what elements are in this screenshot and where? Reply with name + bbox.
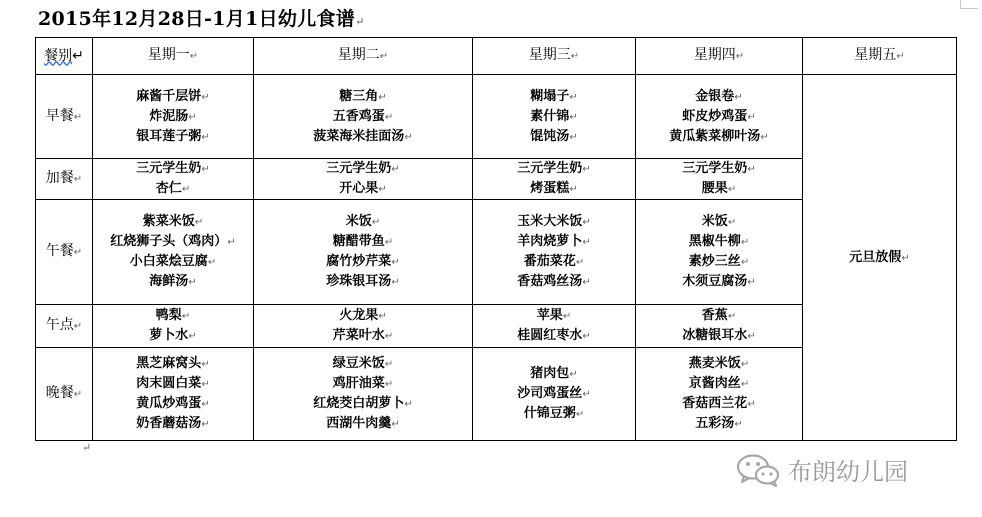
- dish-name: 西湖牛肉羹: [326, 416, 392, 431]
- paragraph-mark-icon: ↵: [747, 399, 756, 410]
- page-title: [38, 4, 365, 31]
- dish-item: [473, 87, 635, 107]
- paragraph-mark-icon: ↵: [896, 51, 905, 62]
- dish-name: 红烧狮子头（鸡肉）: [110, 234, 228, 249]
- dish-name: 萝卜水: [149, 328, 189, 343]
- dish-name: 素炒三丝: [688, 254, 741, 269]
- paragraph-mark-icon: ↵: [569, 184, 578, 195]
- friday-holiday-cell: [803, 75, 957, 441]
- dish-item: [254, 107, 472, 127]
- dish-item: [93, 394, 253, 414]
- dish-item: [473, 107, 635, 127]
- dish-name: 羊肉烧萝卜: [517, 234, 583, 249]
- dish-item: [254, 252, 472, 272]
- dish-name: 香蕉: [701, 308, 728, 323]
- dish-name: 鸭梨: [155, 308, 182, 323]
- dish-item: [473, 384, 635, 404]
- menu-cell: [254, 348, 473, 441]
- dish-name: 虾皮炒鸡蛋: [682, 108, 748, 124]
- paragraph-mark-icon: ↵: [384, 379, 394, 390]
- dish-name: 木须豆腐汤: [682, 274, 748, 289]
- paragraph-mark-icon: ↵: [188, 277, 197, 288]
- dish-item: [473, 404, 635, 424]
- menu-cell: [254, 200, 473, 305]
- dish-name: 米饭: [701, 214, 728, 229]
- menu-cell: [636, 159, 803, 200]
- dish-name: 三元学生奶: [326, 161, 392, 176]
- dish-name: 香菇鸡丝汤: [517, 274, 583, 289]
- paragraph-mark-icon: ↵: [740, 359, 750, 370]
- day-header-cell: [473, 38, 636, 75]
- dish-name: 腰果: [701, 181, 728, 196]
- menu-cell: [93, 159, 254, 200]
- dish-item: [473, 252, 635, 272]
- paragraph-mark-icon: ↵: [727, 184, 737, 195]
- meal-label-text: 午餐: [45, 243, 74, 259]
- dish-item: [93, 326, 253, 346]
- paragraph-mark-icon: ↵: [391, 419, 400, 430]
- dish-item: [636, 212, 802, 232]
- dish-item: [93, 354, 253, 374]
- paragraph-mark-icon: ↵: [735, 51, 745, 62]
- paragraph-mark-icon: ↵: [355, 15, 365, 28]
- paragraph-mark-icon: ↵: [181, 311, 191, 322]
- paragraph-mark-icon: ↵: [73, 174, 83, 185]
- dish-item: [636, 394, 802, 414]
- watermark-text: 布朗幼儿园: [788, 458, 908, 486]
- paragraph-mark-icon: ↵: [747, 164, 756, 175]
- paragraph-mark-icon: ↵: [201, 131, 210, 143]
- meal-row: [36, 75, 957, 159]
- dish-item: [254, 354, 472, 374]
- dish-name: 糊塌子: [530, 88, 570, 104]
- menu-cell: [93, 305, 254, 348]
- meal-label-text: 晚餐: [45, 385, 74, 401]
- menu-cell: [254, 159, 473, 200]
- paragraph-mark-icon: ↵: [569, 131, 578, 143]
- paragraph-mark-icon: ↵: [73, 247, 83, 258]
- paragraph-mark-icon: ↵: [582, 277, 591, 288]
- paragraph-mark-icon: ↵: [740, 257, 750, 268]
- paragraph-mark-icon: ↵: [582, 164, 591, 175]
- dish-item: [473, 179, 635, 199]
- dish-name: 黑椒牛柳: [688, 234, 741, 249]
- day-header-label: 星期一: [147, 47, 190, 63]
- dish-name: 糖三角: [339, 88, 379, 104]
- dish-item: [254, 179, 472, 199]
- menu-table: [35, 37, 957, 441]
- day-header-cell: [803, 38, 957, 75]
- paragraph-mark-icon: ↵: [404, 399, 413, 410]
- paragraph-mark-icon: ↵: [378, 184, 387, 195]
- dish-item: [93, 272, 253, 292]
- paragraph-mark-icon: ↵: [569, 369, 578, 380]
- dish-item: [254, 394, 472, 414]
- dish-name: 三元学生奶: [517, 161, 583, 176]
- paragraph-mark-icon: ↵: [384, 237, 394, 248]
- margin-guide-top: [960, 8, 978, 9]
- day-header-cell: [254, 38, 473, 75]
- dish-item: [636, 306, 802, 326]
- menu-cell: [473, 348, 636, 441]
- dish-item: [473, 326, 635, 346]
- dish-item: [254, 306, 472, 326]
- paragraph-mark-icon: ↵: [562, 311, 572, 322]
- dish-name: 桂圆红枣水: [517, 328, 583, 343]
- dish-name: 五彩汤: [695, 416, 735, 431]
- paragraph-mark-icon: ↵: [201, 164, 210, 175]
- paragraph-mark-icon: ↵: [740, 379, 750, 390]
- dish-name: 海鲜汤: [149, 274, 189, 289]
- menu-cell: [473, 305, 636, 348]
- dish-name: 米饭: [345, 214, 372, 229]
- dish-item: [254, 87, 472, 107]
- dish-item: [636, 127, 802, 147]
- dish-item: [473, 272, 635, 292]
- dish-item: [93, 306, 253, 326]
- dish-name: 炸泥肠: [149, 108, 189, 124]
- day-header-label: 星期四: [693, 47, 736, 63]
- paragraph-mark-icon: ↵: [371, 217, 381, 228]
- menu-cell: [473, 75, 636, 159]
- dish-item: [254, 414, 472, 434]
- dish-name: 猪肉包: [530, 366, 570, 381]
- paragraph-mark-icon: ↵: [73, 321, 83, 332]
- dish-name: 糖醋带鱼: [332, 234, 385, 249]
- dish-name: 红烧茭白胡萝卜: [313, 396, 405, 411]
- menu-cell: [254, 75, 473, 159]
- menu-table-body: [36, 38, 957, 441]
- dish-name: 燕麦米饭: [688, 356, 741, 371]
- menu-cell: [636, 348, 803, 441]
- paragraph-mark-icon: ↵: [569, 111, 578, 123]
- dish-item: [636, 107, 802, 127]
- paragraph-mark-icon: ↵: [378, 91, 387, 103]
- dish-name: 京酱肉丝: [688, 376, 741, 391]
- paragraph-mark-icon: ↵: [727, 311, 737, 322]
- paragraph-mark-icon: ↵: [378, 311, 387, 322]
- paragraph-mark-icon: ↵: [227, 237, 236, 248]
- paragraph-mark-icon: ↵: [189, 51, 199, 62]
- paragraph-mark-icon: ↵: [201, 399, 210, 410]
- dish-name: 小白菜烩豆腐: [129, 254, 208, 269]
- dish-item: [93, 107, 253, 127]
- dish-item: [636, 179, 802, 199]
- dish-item: [636, 252, 802, 272]
- dish-name: 珍珠银耳汤: [326, 274, 392, 289]
- dish-item: [636, 414, 802, 434]
- dish-name: 火龙果: [339, 308, 379, 323]
- paragraph-mark-icon: ↵: [391, 164, 400, 175]
- dish-name: 开心果: [339, 181, 379, 196]
- day-header-label: 星期三: [528, 47, 571, 63]
- dish-item: [473, 306, 635, 326]
- meal-label-text: 早餐: [45, 107, 74, 124]
- paragraph-mark-icon: ↵: [201, 359, 210, 370]
- dish-item: [93, 87, 253, 107]
- meal-label-cell: [36, 305, 93, 348]
- paragraph-mark-icon: ↵: [760, 131, 769, 143]
- paragraph-mark-icon: ↵: [188, 331, 197, 342]
- dish-item: [93, 179, 253, 199]
- paragraph-mark-icon: ↵: [379, 51, 389, 62]
- dish-item: [93, 212, 253, 232]
- paragraph-mark-icon: ↵: [384, 359, 394, 370]
- paragraph-mark-icon: ↵: [201, 379, 210, 390]
- menu-cell: [93, 348, 254, 441]
- dish-item: [254, 272, 472, 292]
- paragraph-mark-icon: ↵: [901, 252, 910, 264]
- paragraph-mark-icon: ↵: [734, 91, 743, 103]
- dish-name: 黑芝麻窝头: [136, 356, 202, 371]
- paragraph-mark-icon: ↵: [384, 331, 394, 342]
- day-header-label: 星期五: [854, 47, 897, 63]
- dish-name: 馄饨汤: [530, 128, 570, 144]
- meal-label-cell: [36, 75, 93, 159]
- dish-item: [93, 127, 253, 147]
- dish-name: 冰糖银耳水: [682, 328, 748, 343]
- menu-cell: [93, 75, 254, 159]
- day-header-cell: [636, 38, 803, 75]
- day-header-cell: [93, 38, 254, 75]
- dish-item: [636, 354, 802, 374]
- paragraph-mark-icon: ↵: [747, 111, 756, 123]
- menu-cell: [636, 200, 803, 305]
- dish-item: [93, 414, 253, 434]
- paragraph-mark-icon: ↵: [575, 409, 585, 420]
- dish-item: [93, 374, 253, 394]
- dish-name: 杏仁: [155, 181, 182, 196]
- paragraph-mark-icon: ↵: [569, 91, 578, 103]
- dish-item: [473, 212, 635, 232]
- paragraph-mark-icon: ↵: [384, 111, 394, 123]
- paragraph-mark-icon: ↵: [747, 277, 756, 288]
- dish-item: [93, 159, 253, 179]
- dish-name: 腐竹炒芹菜: [326, 254, 392, 269]
- dish-name: 玉米大米饭: [517, 214, 583, 229]
- dish-item: [636, 232, 802, 252]
- dish-item: [254, 212, 472, 232]
- dish-name: 五香鸡蛋: [332, 108, 385, 124]
- dish-name: 苹果: [536, 308, 563, 323]
- meal-label-text: 加餐: [45, 170, 74, 186]
- paragraph-mark-icon: ↵: [727, 217, 737, 228]
- meal-label-text: 午点: [45, 317, 74, 333]
- dish-name: 银耳莲子粥: [136, 128, 202, 144]
- dish-item: [473, 159, 635, 179]
- paragraph-mark-icon: ↵: [181, 184, 191, 195]
- dish-item: [473, 364, 635, 384]
- dish-item: [636, 374, 802, 394]
- holiday-note: 元旦放假: [849, 249, 902, 265]
- menu-cell: [473, 159, 636, 200]
- dish-name: 紫菜米饭: [142, 214, 195, 229]
- paragraph-mark-icon: ↵: [207, 257, 217, 268]
- corner-header-cell: [36, 38, 93, 75]
- dish-name: 黄瓜炒鸡蛋: [136, 396, 202, 411]
- dish-item: [254, 232, 472, 252]
- dish-name: 黄瓜紫菜柳叶汤: [669, 128, 761, 144]
- corner-header-label: 餐别: [44, 47, 73, 64]
- dish-item: [93, 252, 253, 272]
- paragraph-mark-icon: ↵: [404, 131, 413, 143]
- dish-item: [254, 159, 472, 179]
- dish-name: 香菇西兰花: [682, 396, 748, 411]
- paragraph-mark-icon: ↵: [188, 111, 197, 123]
- dish-item: [254, 326, 472, 346]
- dish-name: 肉末圆白菜: [136, 376, 202, 391]
- dish-name: 绿豆米饭: [332, 356, 385, 371]
- paragraph-mark-icon: ↵: [391, 277, 400, 288]
- paragraph-mark-icon: ↵: [575, 257, 585, 268]
- table-header-row: [36, 38, 957, 75]
- paragraph-mark-icon: ↵: [201, 91, 210, 103]
- watermark: [736, 452, 908, 487]
- paragraph-mark-icon: ↵: [740, 237, 750, 248]
- menu-cell: [636, 305, 803, 348]
- meal-label-cell: [36, 159, 93, 200]
- paragraph-mark-icon: ↵: [391, 257, 400, 268]
- wechat-logo-icon: [736, 453, 780, 487]
- dish-name: 芹菜叶水: [332, 328, 385, 343]
- dish-item: [93, 232, 253, 252]
- dish-name: 素什锦: [530, 108, 570, 124]
- paragraph-mark-icon: ↵: [582, 389, 591, 400]
- dish-item: [636, 326, 802, 346]
- paragraph-mark-icon: ↵: [73, 389, 83, 400]
- dish-name: 烤蛋糕: [530, 181, 570, 196]
- dish-name: 什锦豆粥: [523, 406, 576, 421]
- dish-name: 金银卷: [695, 88, 735, 104]
- paragraph-mark-icon: ↵: [73, 111, 83, 123]
- paragraph-mark-icon: ↵: [194, 217, 204, 228]
- page-title-text: 2015年12月28日-1月1日幼儿食谱: [38, 8, 356, 30]
- paragraph-mark-icon: ↵: [582, 217, 591, 228]
- paragraph-mark-icon: ↵: [570, 51, 580, 62]
- menu-cell: [636, 75, 803, 159]
- menu-cell: [93, 200, 254, 305]
- margin-guide-right: [960, 0, 961, 8]
- dish-item: [636, 87, 802, 107]
- paragraph-mark-icon: ↵: [72, 47, 84, 64]
- dish-name: 三元学生奶: [682, 161, 748, 176]
- paragraph-mark-icon: ↵: [747, 331, 756, 342]
- menu-cell: [254, 305, 473, 348]
- dish-item: [473, 232, 635, 252]
- dish-item: [254, 127, 472, 147]
- dish-name: 麻酱千层饼: [136, 88, 202, 104]
- menu-cell: [473, 200, 636, 305]
- meal-label-cell: [36, 200, 93, 305]
- dish-name: 三元学生奶: [136, 161, 202, 176]
- dish-name: 沙司鸡蛋丝: [517, 386, 583, 401]
- meal-label-cell: [36, 348, 93, 441]
- paragraph-mark-icon: ↵: [582, 331, 591, 342]
- dish-item: [254, 374, 472, 394]
- paragraph-mark-icon: ↵: [201, 419, 210, 430]
- dish-item: [473, 127, 635, 147]
- dish-item: [636, 272, 802, 292]
- paragraph-mark-icon: ↵: [582, 237, 591, 248]
- paragraph-mark-icon: ↵: [82, 441, 92, 454]
- dish-name: 番茄菜花: [523, 254, 576, 269]
- dish-item: [636, 159, 802, 179]
- dish-name: 奶香蘑菇汤: [136, 416, 202, 431]
- paragraph-mark-icon: ↵: [734, 419, 743, 430]
- day-header-label: 星期二: [337, 47, 380, 63]
- dish-name: 鸡肝油菜: [332, 376, 385, 391]
- dish-name: 菠菜海米挂面汤: [313, 128, 405, 144]
